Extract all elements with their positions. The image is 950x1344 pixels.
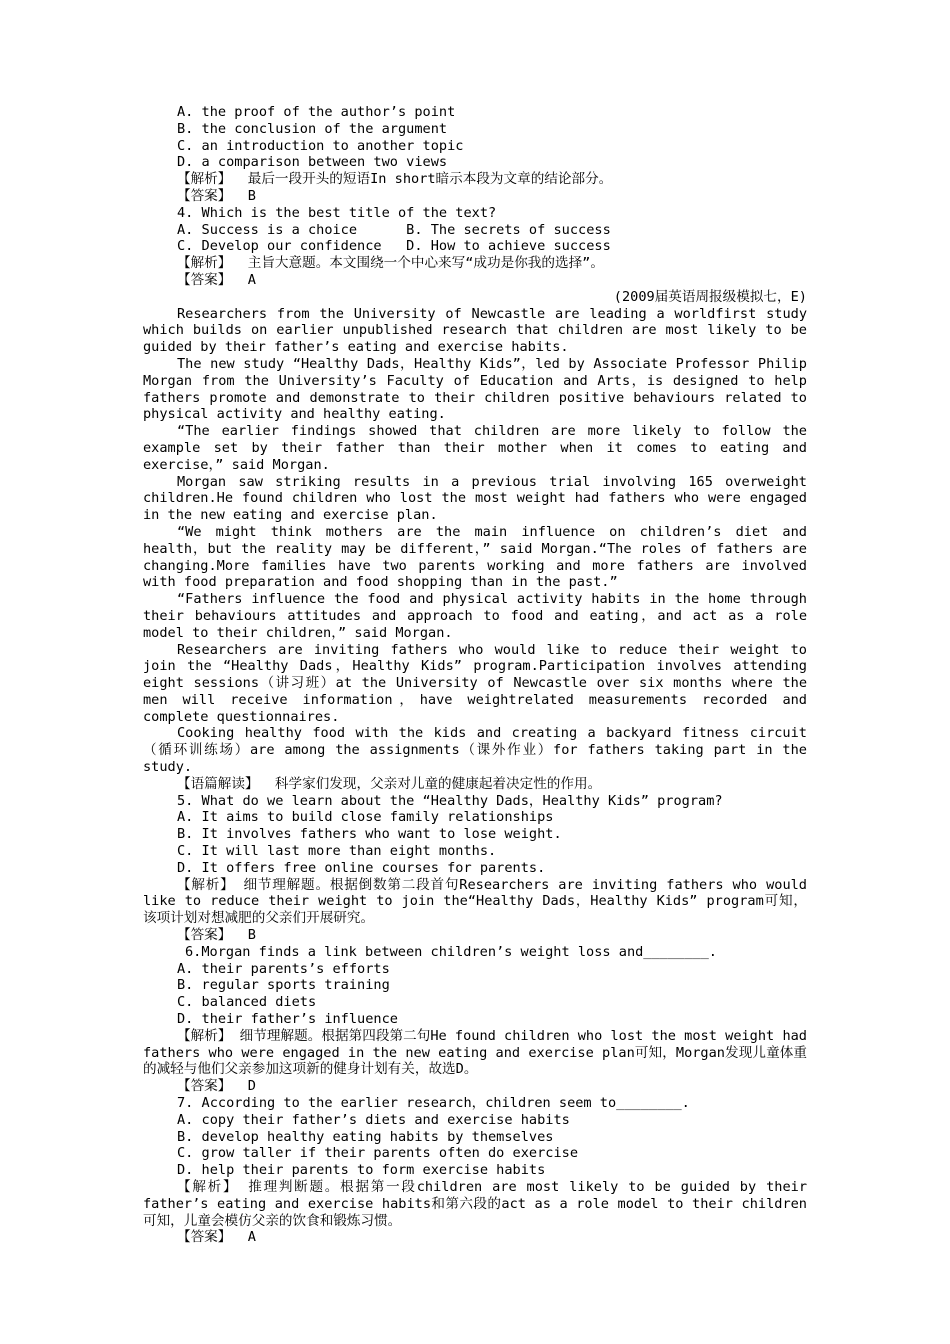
answer-line: 【答案】 B xyxy=(177,927,256,944)
question-5: 5. What do we learn about the “Healthy Dads，Healthy Kids” program? xyxy=(177,792,723,809)
passage-paragraph: “We might think mothers are the main influence on children’s diet and health，but the reality may be different，” said Morgan.“The roles of fathers are changing.More families have two parents working and more fathers are involved with food preparation and food shopping than in the past.” xyxy=(143,523,807,591)
option-line: B. the conclusion of the argument xyxy=(177,120,448,137)
passage-paragraph: Researchers from the University of Newcastle are leading a worldfirst study which builds on earlier unpublished research that children are most likely to be guided by their father’s eating and exercise habits. xyxy=(143,305,807,356)
analysis-paragraph: 【解析】 推理判断题。根据第一段children are most likely to be guided by their father’s eating and exercise habits和第六段的act as a role model to their children可知，儿童会模仿父亲的饮食和锻炼习惯。 xyxy=(143,1179,807,1229)
analysis-line: 【解析】 最后一段开头的短语In short暗示本段为文章的结论部分。 xyxy=(177,171,613,188)
option-line: C. Develop our confidence D. How to achieve success xyxy=(177,238,611,255)
passage-paragraph: The new study “Healthy Dads，Healthy Kids”，led by Associate Professor Philip Morgan from the University’s Faculty of Education and Arts，is designed to help fathers promote and demonstrate to their children positive behaviours related to physical activity and healthy eating. xyxy=(143,355,807,423)
passage-paragraph: “Fathers influence the food and physical activity habits in the home through their behaviours attitudes and approach to food and eating，and act as a role model to their children，” said Morgan. xyxy=(143,591,807,641)
passage-paragraph: “The earlier findings showed that children are more likely to follow the example set by their father than their mother when it comes to eating and exercise，” said Morgan. xyxy=(143,423,807,473)
question-7: 7. According to the earlier research，children seem to________. xyxy=(177,1095,690,1112)
option-line: C. grow taller if their parents often do exercise xyxy=(177,1145,579,1162)
option-line: A. the proof of the author’s point xyxy=(177,104,456,120)
option-line: A. Success is a choice B. The secrets of success xyxy=(177,221,611,238)
option-line: A. their parents’s efforts xyxy=(177,960,390,977)
option-line: D. It offers free online courses for parents. xyxy=(177,859,546,876)
analysis-paragraph: 【解析】 细节理解题。根据倒数第二段首句Researchers are inviting fathers who would like to reduce their weight to join the“Healthy Dads，Healthy Kids” program可知，该项计划对想减肥的父亲们开展研究。 xyxy=(143,876,807,927)
option-line: B. It involves fathers who want to lose weight. xyxy=(177,826,562,843)
passage-paragraph: Researchers are inviting fathers who would like to reduce their weight to join the “Healthy Dads，Healthy Kids” program.Participation involves attending eight sessions（讲习班）at the University of Newcastle over six months where the men will receive information，have weightrelated measurements recorded and complete questionnaires. xyxy=(143,641,807,725)
passage-paragraph: Cooking healthy food with the kids and creating a backyard fitness circuit（循环训练场）are among the assignments（课外作业）for fathers taking part in the study. xyxy=(143,725,807,776)
option-line: B. develop healthy eating habits by themselves xyxy=(177,1128,554,1145)
option-line: C. balanced diets xyxy=(177,994,317,1011)
analysis-paragraph: 【解析】 细节理解题。根据第四段第二句He found children who lost the most weight had fathers who were engaged in the new eating and exercise plan可知，Morgan发现儿童体重的减轻与他们父亲参加这项新的健身计划有关，故选D。 xyxy=(143,1027,807,1078)
source-line: (2009届英语周报级模拟七，E) xyxy=(613,288,807,305)
question-line: 4. Which is the best title of the text? xyxy=(177,204,497,221)
document-page xyxy=(143,104,807,1246)
analysis-line: 【解析】 主旨大意题。本文围绕一个中心来写“成功是你我的选择”。 xyxy=(177,255,604,272)
option-line: D. a comparison between two views xyxy=(177,154,448,171)
option-line: C. an introduction to another topic xyxy=(177,137,464,154)
option-line: C. It will last more than eight months. xyxy=(177,843,497,860)
option-line: D. help their parents to form exercise habits xyxy=(177,1162,546,1179)
answer-line: 【答案】 D xyxy=(177,1078,256,1095)
option-line: D. their father’s influence xyxy=(177,1011,398,1028)
passage-paragraph: Morgan saw striking results in a previous trial involving 165 overweight children.He found children who lost the most weight had fathers who were engaged in the new eating and exercise plan. xyxy=(143,473,807,524)
option-line: B. regular sports training xyxy=(177,977,390,994)
answer-line: 【答案】 B xyxy=(177,187,256,204)
answer-line: 【答案】 A xyxy=(177,1229,256,1246)
summary-line: 【语篇解读】 科学家们发现，父亲对儿童的健康起着决定性的作用。 xyxy=(177,775,602,792)
option-line: A. It aims to build close family relationships xyxy=(177,809,554,826)
answer-line: 【答案】 A xyxy=(177,271,256,288)
option-line: A. copy their father’s diets and exercise habits xyxy=(177,1111,570,1128)
question-6: 6.Morgan finds a link between children’s weight loss and________. xyxy=(185,943,717,960)
